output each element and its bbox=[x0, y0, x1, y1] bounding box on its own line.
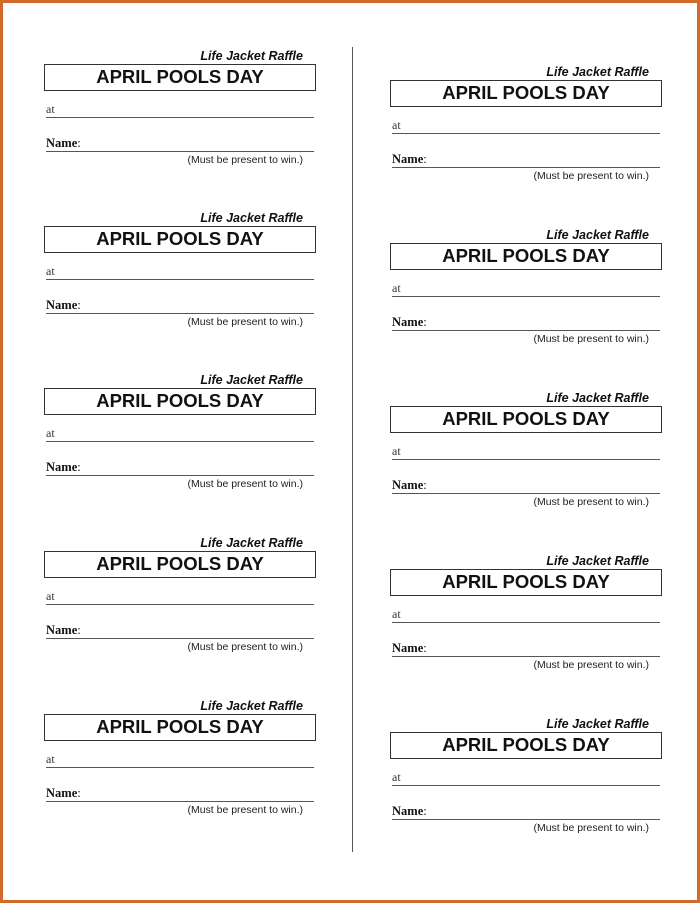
event-name-box: APRIL POOLS DAY bbox=[390, 243, 662, 270]
raffle-title: Life Jacket Raffle bbox=[200, 699, 303, 713]
at-label: at bbox=[392, 281, 401, 295]
event-name-box: APRIL POOLS DAY bbox=[390, 569, 662, 596]
name-label: Name: bbox=[46, 298, 81, 312]
name-line bbox=[392, 151, 660, 168]
raffle-ticket bbox=[44, 699, 316, 839]
column-divider bbox=[352, 47, 353, 852]
name-line bbox=[392, 803, 660, 820]
name-line bbox=[46, 622, 314, 639]
must-be-present-note: (Must be present to win.) bbox=[533, 659, 649, 671]
raffle-ticket bbox=[44, 49, 316, 189]
at-line bbox=[392, 280, 660, 297]
at-label: at bbox=[46, 264, 55, 278]
event-name-box: APRIL POOLS DAY bbox=[390, 732, 662, 759]
at-line bbox=[392, 606, 660, 623]
raffle-title: Life Jacket Raffle bbox=[200, 536, 303, 550]
name-label: Name: bbox=[392, 641, 427, 655]
must-be-present-note: (Must be present to win.) bbox=[187, 641, 303, 653]
name-line bbox=[46, 297, 314, 314]
raffle-title: Life Jacket Raffle bbox=[200, 373, 303, 387]
at-label: at bbox=[46, 102, 55, 116]
at-line bbox=[46, 101, 314, 118]
must-be-present-note: (Must be present to win.) bbox=[533, 333, 649, 345]
at-line bbox=[392, 443, 660, 460]
must-be-present-note: (Must be present to win.) bbox=[187, 804, 303, 816]
raffle-title: Life Jacket Raffle bbox=[200, 211, 303, 225]
raffle-ticket bbox=[44, 536, 316, 676]
at-label: at bbox=[46, 426, 55, 440]
raffle-ticket bbox=[390, 554, 662, 694]
name-label: Name: bbox=[46, 623, 81, 637]
name-label: Name: bbox=[46, 786, 81, 800]
raffle-title: Life Jacket Raffle bbox=[200, 49, 303, 63]
at-label: at bbox=[392, 770, 401, 784]
name-line bbox=[392, 477, 660, 494]
raffle-ticket bbox=[390, 228, 662, 368]
event-name-box: APRIL POOLS DAY bbox=[44, 551, 316, 578]
must-be-present-note: (Must be present to win.) bbox=[187, 316, 303, 328]
at-line bbox=[46, 425, 314, 442]
raffle-ticket bbox=[390, 65, 662, 205]
at-label: at bbox=[392, 118, 401, 132]
at-line bbox=[392, 769, 660, 786]
raffle-ticket bbox=[390, 391, 662, 531]
name-line bbox=[46, 135, 314, 152]
raffle-ticket bbox=[44, 211, 316, 351]
raffle-title: Life Jacket Raffle bbox=[546, 65, 649, 79]
event-name-box: APRIL POOLS DAY bbox=[390, 80, 662, 107]
at-line bbox=[46, 588, 314, 605]
event-name-box: APRIL POOLS DAY bbox=[44, 64, 316, 91]
raffle-ticket bbox=[44, 373, 316, 513]
name-label: Name: bbox=[392, 478, 427, 492]
at-label: at bbox=[46, 752, 55, 766]
name-line bbox=[46, 785, 314, 802]
at-label: at bbox=[392, 607, 401, 621]
name-label: Name: bbox=[392, 152, 427, 166]
must-be-present-note: (Must be present to win.) bbox=[187, 154, 303, 166]
name-line bbox=[392, 640, 660, 657]
raffle-ticket bbox=[390, 717, 662, 857]
at-line bbox=[46, 263, 314, 280]
raffle-title: Life Jacket Raffle bbox=[546, 717, 649, 731]
at-label: at bbox=[392, 444, 401, 458]
at-line bbox=[392, 117, 660, 134]
raffle-title: Life Jacket Raffle bbox=[546, 228, 649, 242]
event-name-box: APRIL POOLS DAY bbox=[390, 406, 662, 433]
name-label: Name: bbox=[46, 460, 81, 474]
event-name-box: APRIL POOLS DAY bbox=[44, 714, 316, 741]
name-label: Name: bbox=[46, 136, 81, 150]
must-be-present-note: (Must be present to win.) bbox=[533, 822, 649, 834]
name-label: Name: bbox=[392, 804, 427, 818]
name-label: Name: bbox=[392, 315, 427, 329]
raffle-title: Life Jacket Raffle bbox=[546, 391, 649, 405]
event-name-box: APRIL POOLS DAY bbox=[44, 388, 316, 415]
at-line bbox=[46, 751, 314, 768]
must-be-present-note: (Must be present to win.) bbox=[187, 478, 303, 490]
event-name-box: APRIL POOLS DAY bbox=[44, 226, 316, 253]
name-line bbox=[46, 459, 314, 476]
must-be-present-note: (Must be present to win.) bbox=[533, 496, 649, 508]
at-label: at bbox=[46, 589, 55, 603]
must-be-present-note: (Must be present to win.) bbox=[533, 170, 649, 182]
raffle-title: Life Jacket Raffle bbox=[546, 554, 649, 568]
name-line bbox=[392, 314, 660, 331]
